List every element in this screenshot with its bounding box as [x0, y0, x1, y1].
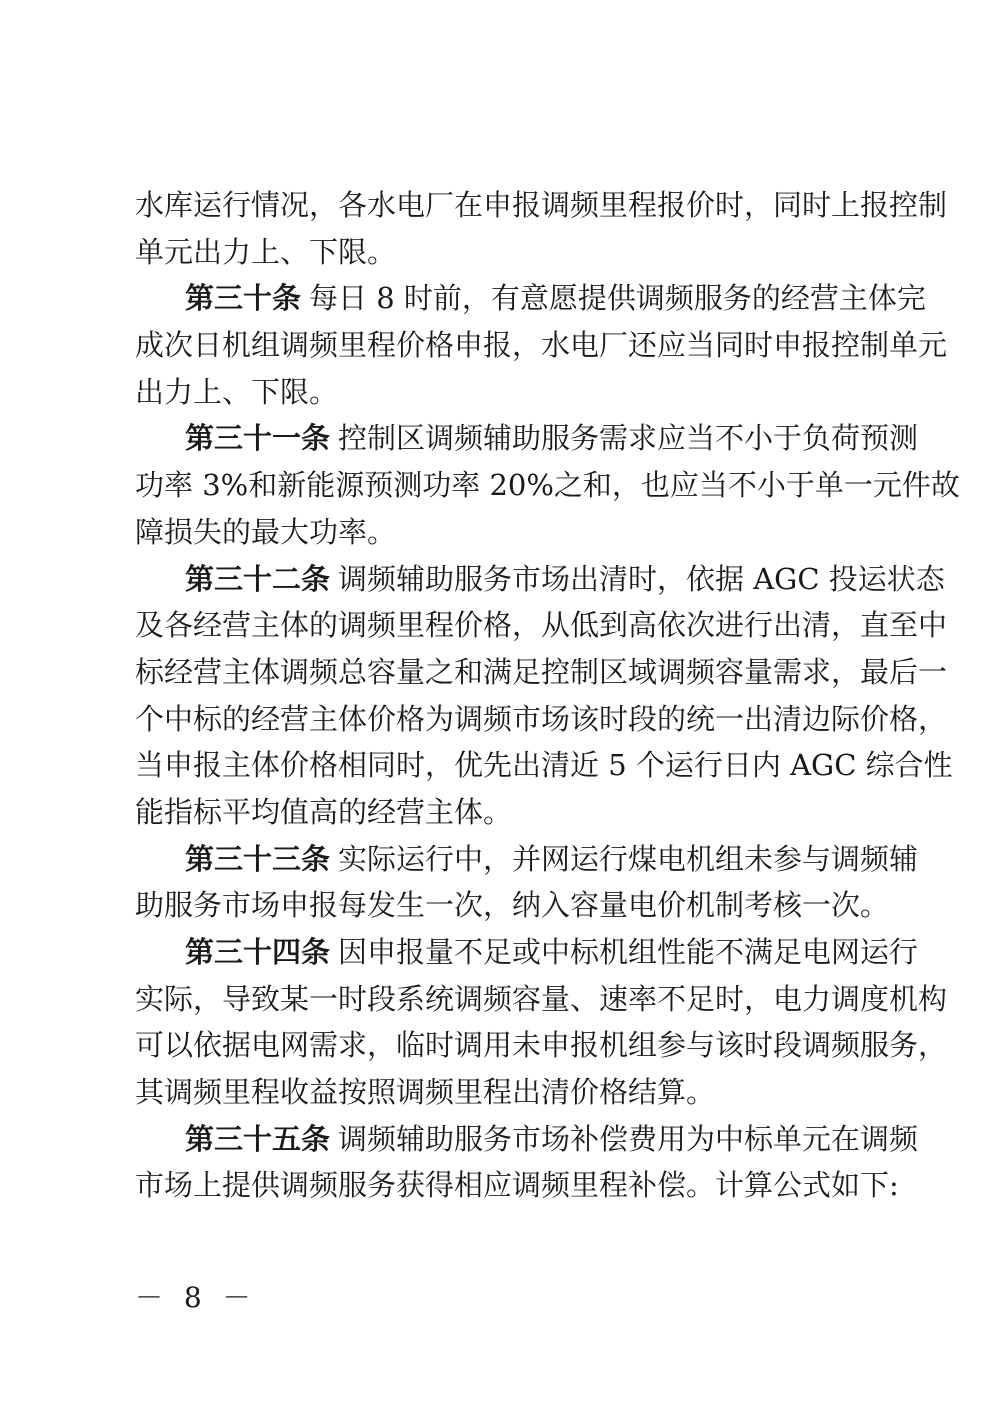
text-line	[135, 229, 880, 276]
text-line	[135, 1162, 899, 1209]
line-text: 每日 8 时前，有意愿提供调频服务的经营主体完	[309, 281, 926, 316]
page-number: － 8 －	[135, 1281, 257, 1314]
document-body	[135, 182, 960, 1209]
text-line	[135, 182, 948, 229]
line-text: 个中标的经营主体价格为调频市场该时段的统一出清边际价格，	[135, 701, 948, 736]
text-line	[135, 275, 926, 322]
line-text: 障损失的最大功率。	[135, 514, 397, 549]
line-text: 标经营主体调频总容量之和满足控制区域调频容量需求，最后一	[135, 654, 948, 689]
text-line	[135, 789, 880, 836]
article-heading: 第三十二条	[185, 561, 331, 596]
line-text: 成次日机组调频里程价格申报，水电厂还应当同时申报控制单元	[135, 328, 948, 363]
text-line	[135, 649, 948, 696]
line-text: 实际运行中，并网运行煤电机组未参与调频辅	[338, 841, 919, 876]
text-line	[135, 369, 880, 416]
article-heading: 第三十一条	[185, 421, 331, 456]
article-heading: 第三十三条	[185, 841, 331, 876]
text-line	[135, 322, 948, 369]
line-text: 助服务市场申报每发生一次，纳入容量电价机制考核一次。	[135, 888, 890, 923]
text-line	[135, 415, 919, 462]
line-text: 可以依据电网需求，临时调用未申报机组参与该时段调频服务，	[135, 1028, 948, 1063]
text-line	[135, 556, 945, 603]
line-text: 及各经营主体的调频里程价格，从低到高依次进行出清，直至中	[135, 608, 948, 643]
line-text: 当申报主体价格相同时，优先出清近 5 个运行日内 AGC 综合性	[135, 748, 953, 783]
text-line	[135, 976, 948, 1023]
line-text: 出力上、下限。	[135, 374, 339, 409]
line-text: 调频辅助服务市场补偿费用为中标单元在调频	[338, 1121, 919, 1156]
text-line	[135, 836, 919, 883]
text-line	[135, 929, 919, 976]
line-text: 实际，导致某一时段系统调频容量、速率不足时，电力调度机构	[135, 981, 948, 1016]
article-heading: 第三十四条	[185, 935, 331, 969]
text-line	[135, 602, 948, 649]
text-line	[135, 509, 880, 556]
text-line	[135, 882, 890, 929]
text-line	[135, 1116, 919, 1163]
article-heading: 第三十五条	[185, 1121, 331, 1156]
text-line	[135, 1022, 948, 1069]
text-line	[135, 742, 953, 789]
line-text: 单元出力上、下限。	[135, 234, 397, 269]
text-line	[135, 696, 948, 743]
text-line	[135, 1069, 880, 1116]
line-text: 能指标平均值高的经营主体。	[135, 794, 513, 829]
line-text: 因申报量不足或中标机组性能不满足电网运行	[338, 935, 919, 969]
line-text: 功率 3%和新能源预测功率 20%之和，也应当不小于单一元件故	[135, 468, 960, 503]
text-line	[135, 462, 960, 509]
line-text: 调频辅助服务市场出清时，依据 AGC 投运状态	[338, 561, 945, 596]
article-heading: 第三十条	[185, 281, 302, 316]
line-text: 水库运行情况，各水电厂在申报调频里程报价时，同时上报控制	[135, 188, 948, 222]
line-text: 其调频里程收益按照调频里程出清价格结算。	[135, 1075, 716, 1110]
line-text: 控制区调频辅助服务需求应当不小于负荷预测	[338, 421, 919, 456]
line-text: 市场上提供调频服务获得相应调频里程补偿。计算公式如下:	[135, 1168, 899, 1203]
